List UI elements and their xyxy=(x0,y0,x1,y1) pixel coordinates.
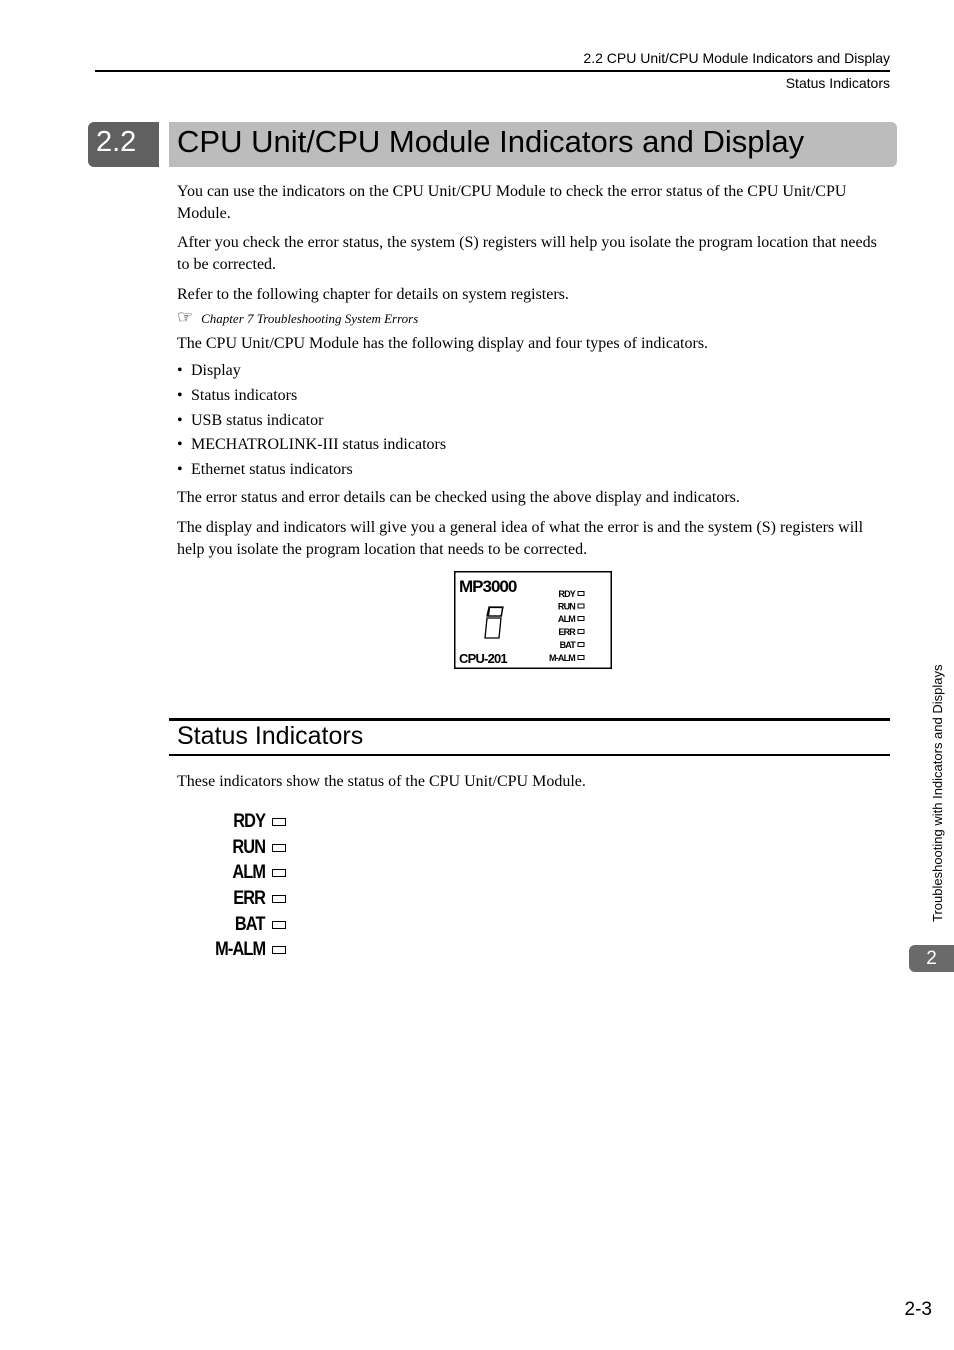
indicator-row-m-alm xyxy=(195,937,305,963)
list-item: • MECHATROLINK-III status indicators xyxy=(177,433,446,458)
indicator-label: M-ALM xyxy=(214,939,265,961)
indicator-label: ERR xyxy=(233,887,265,909)
running-subheader: Status Indicators xyxy=(785,75,890,91)
pointing-hand-icon: ☞ xyxy=(177,307,194,327)
list-item: • USB status indicator xyxy=(177,409,446,434)
led-icon xyxy=(272,844,286,852)
indicator-label: RDY xyxy=(233,810,265,832)
paragraph-general-idea: The display and indicators will give you a general idea of what the error is and the system (S) registers will help you isolate the program location that needs to be corrected. xyxy=(177,519,864,558)
indicator-type-list xyxy=(177,359,446,483)
list-item: • Ethernet status indicators xyxy=(177,458,446,483)
list-item: • Status indicators xyxy=(177,384,446,409)
cpu-display-figure xyxy=(454,571,612,669)
indicator-row-bat xyxy=(195,912,305,938)
display-indicator-label: RUN xyxy=(557,601,575,612)
display-indicator-label: BAT xyxy=(559,640,575,650)
display-indicator-label: ERR xyxy=(558,627,575,637)
indicator-label: BAT xyxy=(235,913,265,935)
indicator-row-err xyxy=(195,886,305,912)
chapter-tab: 2 xyxy=(909,945,954,972)
indicator-row-rdy xyxy=(195,809,305,835)
header-rule xyxy=(95,70,890,72)
running-header: 2.2 CPU Unit/CPU Module Indicators and Display xyxy=(583,50,890,66)
page-number: 2-3 xyxy=(904,1299,932,1320)
section-title: CPU Unit/CPU Module Indicators and Display xyxy=(177,124,805,159)
display-model-label: MP3000 xyxy=(459,577,517,596)
display-indicator-label: RDY xyxy=(558,589,575,599)
subsection-title: Status Indicators xyxy=(177,722,364,750)
led-icon xyxy=(272,869,286,877)
led-icon xyxy=(272,895,286,903)
paragraph-intro: You can use the indicators on the CPU Unit/CPU Module to check the error status of the CPU Unit/CPU Module. xyxy=(177,183,847,222)
paragraph-checked: The error status and error details can be checked using the above display and indicators. xyxy=(177,489,740,506)
indicator-label: ALM xyxy=(232,862,265,884)
chapter-side-title: Troubleshooting with Indicators and Displays xyxy=(930,664,945,922)
reference-text: Chapter 7 Troubleshooting System Errors xyxy=(201,311,419,326)
display-unit-label: CPU-201 xyxy=(459,651,507,666)
led-icon xyxy=(272,946,286,954)
display-indicator-label: M-ALM xyxy=(549,653,575,663)
chapter-reference xyxy=(177,307,418,329)
indicator-row-run xyxy=(195,835,305,861)
indicator-row-alm xyxy=(195,860,305,886)
led-icon xyxy=(272,921,286,929)
display-indicator-label: ALM xyxy=(557,614,575,624)
led-icon xyxy=(272,818,286,826)
paragraph-refer: Refer to the following chapter for details on system registers. xyxy=(177,286,569,303)
indicator-label: RUN xyxy=(232,836,265,858)
subsection-rule-bottom xyxy=(169,754,890,756)
status-intro: These indicators show the status of the CPU Unit/CPU Module. xyxy=(177,773,586,790)
paragraph-error-status: After you check the error status, the system (S) registers will help you isolate the program location that needs to be corrected. xyxy=(177,234,877,273)
paragraph-types: The CPU Unit/CPU Module has the following display and four types of indicators. xyxy=(177,335,709,352)
status-indicator-list xyxy=(195,809,305,963)
list-item: • Display xyxy=(177,359,446,384)
section-number: 2.2 xyxy=(88,122,159,167)
